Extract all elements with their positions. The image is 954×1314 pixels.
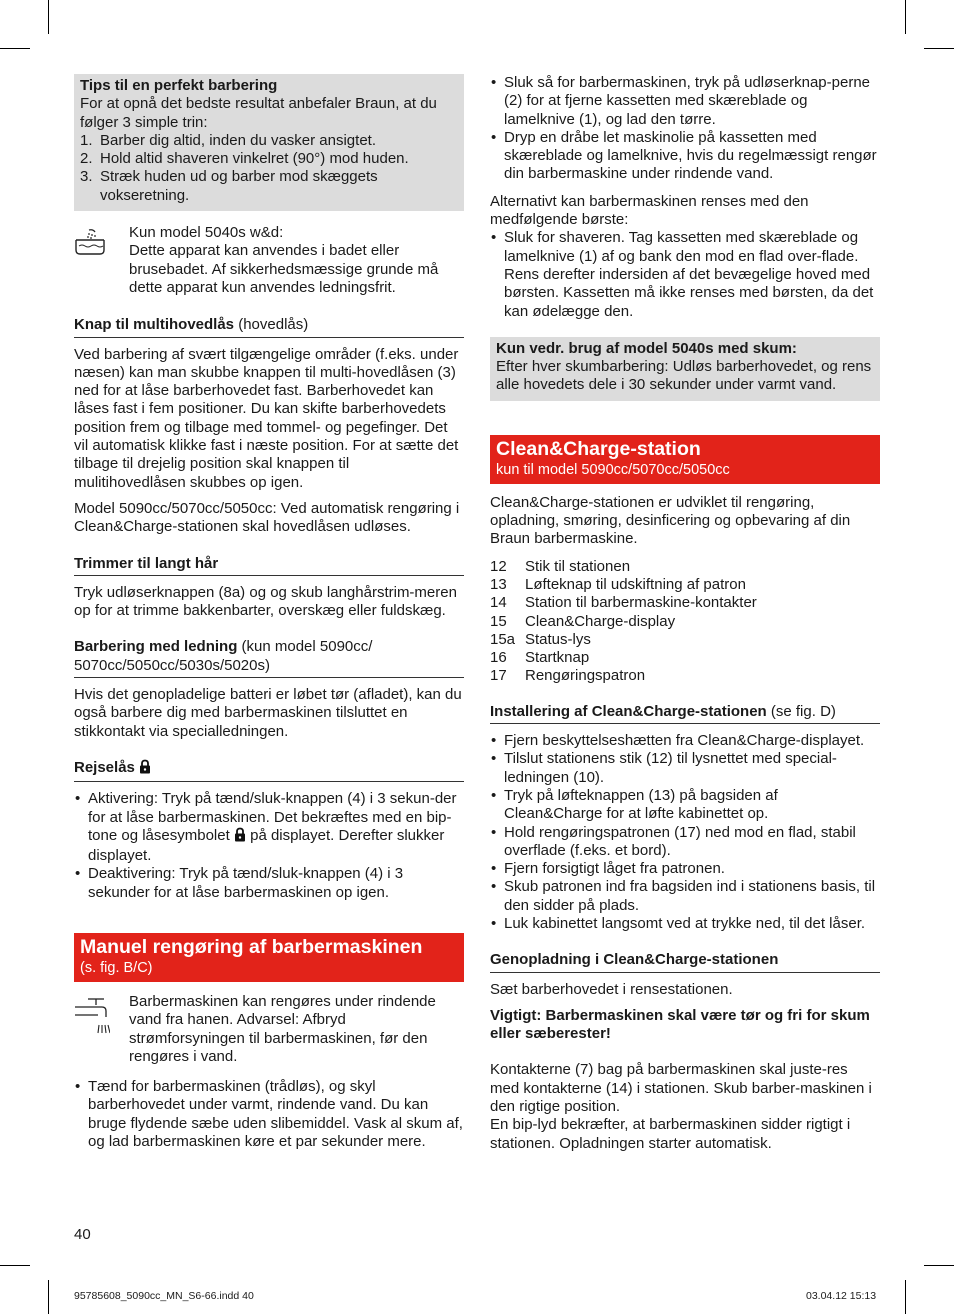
crop-mark xyxy=(905,1280,906,1314)
bullet-text: på displayet. Derefter slukker displayet. xyxy=(88,826,445,865)
part-label: Status-lys xyxy=(525,630,591,648)
list-item: • Tilslut stationens stik (12) til lysnettet med special-ledningen (10). xyxy=(490,750,880,787)
charging-paragraph: Sæt barberhovedet i rensestationen. xyxy=(490,980,733,998)
part-row xyxy=(490,576,880,594)
section-banner-station xyxy=(490,435,880,484)
part-number: 14 xyxy=(490,594,507,612)
manual-clean-list-cont xyxy=(490,74,880,184)
list-item xyxy=(74,790,464,865)
tips-intro: For at opnå det bedste resultat anbefaler Braun, at du følger 3 simple trin: xyxy=(80,95,437,131)
padlock-icon xyxy=(234,827,246,847)
bath-shower-icon xyxy=(74,224,129,297)
list-item: • Tænd for barbermaskinen (trådløs), og skyl barberhovedet under varmt, rindende vand. Du kan bruge flydende sæbe uden slibemiddel. Vask al skum af, og lad barbermaskinen køre et par sekunder mere. xyxy=(74,1078,464,1151)
list-item: • Fjern forsigtigt låget fra patronen. xyxy=(490,860,880,878)
list-item: • Dryp en dråbe let maskinolie på kassetten med skæreblade og lamelknive, hvis du regelmæssigt rengør din barbermaskine under rindende vand. xyxy=(490,129,880,184)
bath-note-text xyxy=(129,224,464,297)
section-banner-manual-clean xyxy=(74,933,464,982)
part-label: Stik til stationen xyxy=(525,557,631,575)
section-heading-trimmer xyxy=(74,555,464,576)
headlock-paragraph-2: Model 5090cc/5070cc/5050cc: Ved automatisk rengøring i Clean&Charge-stationen skal hovedlåsen udløses. xyxy=(74,499,460,536)
heading-bold: Knap til multihovedlås xyxy=(74,316,235,334)
travel-lock-list xyxy=(74,790,464,902)
section-heading-charging xyxy=(490,951,880,972)
heading-bold: Trimmer til langt hår xyxy=(74,554,219,572)
heading-bold: Barbering med ledning xyxy=(74,638,238,656)
part-label: Startknap xyxy=(525,649,590,667)
heading-rest: (se fig. D) xyxy=(766,702,836,720)
footer-date: 03.04.12 15:13 xyxy=(806,1290,877,1302)
part-number: 12 xyxy=(490,557,507,575)
part-row xyxy=(490,558,880,576)
charging-warning: Vigtigt: Barbermaskinen skal være tør og fri for skum eller sæberester! xyxy=(490,1006,870,1043)
part-number: 17 xyxy=(490,667,507,685)
tap-note-text: Barbermaskinen kan rengøres under rindende vand fra hanen. Advarsel: Afbryd strømforsyningen til barbermaskinen, før den rengøres i vand. xyxy=(129,992,436,1065)
list-item: • Luk kabinettet langsomt ved at trykke ned, til det låser. xyxy=(490,915,880,933)
section-heading-corded xyxy=(74,638,464,678)
step-number: 1. xyxy=(80,131,93,149)
section-heading-headlock xyxy=(74,316,464,337)
tap-note xyxy=(74,993,464,1066)
tips-step xyxy=(80,168,458,205)
page-number: 40 xyxy=(74,1226,91,1243)
heading-rest: (kun model 5090cc/ 5070cc/5050cc/5030s/5020s) xyxy=(74,638,373,674)
bath-note-body: Dette apparat kan anvendes i badet eller brusebadet. Af sikkerhedsmæssige grunde må dette apparat kun anvendes ledningsfrit. xyxy=(129,242,439,296)
part-number: 15 xyxy=(490,612,507,630)
tips-title: Tips til en perfekt barbering xyxy=(80,77,278,94)
step-number: 3. xyxy=(80,168,93,186)
foam-box xyxy=(490,337,880,401)
part-row xyxy=(490,667,880,685)
foam-box-title: Kun vedr. brug af model 5040s med skum: xyxy=(496,339,797,357)
banner-title: Clean&Charge-station xyxy=(496,437,701,460)
foam-box-text: Efter hver skumbarbering: Udløs barberhovedet, og rens alle hovedets dele i 30 sekunder under varmt vand. xyxy=(496,358,872,394)
part-row xyxy=(490,631,880,649)
part-number: 16 xyxy=(490,649,507,667)
section-heading-travel-lock xyxy=(74,759,464,782)
tips-step xyxy=(80,150,458,168)
section-heading-install xyxy=(490,703,880,724)
bath-note xyxy=(74,224,464,297)
part-label: Clean&Charge-display xyxy=(525,612,676,630)
list-item: • Sluk så for barbermaskinen, tryk på udløserknap-perne (2) for at fjerne kassetten med skæreblade og lamelknive (1), og lad den tørre. xyxy=(490,74,880,129)
list-item: • Fjern beskyttelseshætten fra Clean&Charge-displayet. xyxy=(490,732,880,750)
tips-box xyxy=(74,74,464,211)
heading-bold: Genopladning i Clean&Charge-stationen xyxy=(490,951,779,969)
trimmer-paragraph: Tryk udløserknappen (8a) og og skub langhårstrim-meren op for at trimme bakkenbarter, overskæg eller fuldskæg. xyxy=(74,583,457,620)
crop-mark xyxy=(924,1265,954,1266)
bath-note-model: Kun model 5040s w&d: xyxy=(129,224,284,242)
left-column xyxy=(74,74,464,1151)
banner-subtitle: kun til model 5090cc/5070cc/5050cc xyxy=(496,461,730,478)
right-column xyxy=(490,74,880,1153)
crop-mark xyxy=(0,48,30,49)
step-text: Hold altid shaveren vinkelret (90°) mod huden. xyxy=(100,150,409,168)
tips-step xyxy=(80,132,458,150)
charging-paragraph-3: En bip-lyd bekræfter, at barbermaskinen sidder rigtigt i stationen. Opladningen starter automatisk. xyxy=(490,1116,851,1152)
part-label: Station til barbermaskine-kontakter xyxy=(525,594,757,612)
banner-subtitle: (s. fig. B/C) xyxy=(80,959,153,976)
step-number: 2. xyxy=(80,150,93,168)
part-row xyxy=(490,594,880,612)
heading-bold: Installering af Clean&Charge-stationen xyxy=(490,702,767,720)
part-row xyxy=(490,613,880,631)
part-label: Løfteknap til udskiftning af patron xyxy=(525,575,746,593)
part-number: 13 xyxy=(490,575,507,593)
list-item: • Sluk for shaveren. Tag kassetten med skæreblade og lamelknive (1) af og bank den mod en flad over-flade. Rens derefter indersiden af det bevægelige hoved med børsten. Kassetten må ikke renses med børsten, da det kan ødelægge den. xyxy=(490,229,880,320)
footer-file: 95785608_5090cc_MN_S6-66.indd 40 xyxy=(74,1290,254,1302)
heading-bold: Rejselås xyxy=(74,758,135,776)
part-row xyxy=(490,649,880,667)
crop-mark xyxy=(924,48,954,49)
bullet-text: Aktivering: Tryk på tænd/sluk-knappen (4) i 3 sekun-der for at låse barbermaskinen. Det bekræftes med en bip-tone og låsesymbolet xyxy=(88,790,457,844)
padlock-icon xyxy=(139,759,151,779)
crop-mark xyxy=(0,1265,30,1266)
crop-mark xyxy=(905,0,906,34)
step-text: Barber dig altid, inden du vasker ansigtet. xyxy=(100,131,376,149)
install-list xyxy=(490,732,880,933)
charging-paragraph-2: Kontakterne (7) bag på barbermaskinen skal juste-res med kontakterne (14) i stationen. Skub barber-maskinen i den rigtige position. xyxy=(490,1061,872,1116)
corded-paragraph: Hvis det genopladelige batteri er løbet tør (afladet), kan du også barbere dig med barbermaskinen tilsluttet en stikkontakt via specialledningen. xyxy=(74,686,462,740)
step-text: Stræk huden ud og barber mod skæggets vokseretning. xyxy=(100,168,378,204)
list-item: • Tryk på løfteknappen (13) på bagsiden af Clean&Charge for at løfte kabinettet op. xyxy=(490,787,880,824)
crop-mark xyxy=(48,0,49,34)
list-item: • Hold rengøringspatronen (17) ned mod en flad, stabil overflade (f.eks. et bord). xyxy=(490,824,880,861)
bullet-text: Deaktivering: Tryk på tænd/sluk-knappen (4) i 3 sekunder for at låse barbermaskinen op igen. xyxy=(88,865,404,901)
heading-rest: (hovedlås) xyxy=(234,316,309,334)
tips-steps xyxy=(80,132,458,205)
list-item xyxy=(74,865,464,902)
brush-list xyxy=(490,229,880,320)
station-intro: Clean&Charge-stationen er udviklet til rengøring, opladning, smøring, desinficering og opbevaring af din Braun barbermaskine. xyxy=(490,493,851,548)
parts-list xyxy=(490,558,880,686)
headlock-paragraph: Ved barbering af svært tilgængelige områder (f.eks. under næsen) kan man skubbe knappen til multi-hovedlåsen (3) ned for at låse barberhovedet fast. Barberhovedet kan låses fast i fem positioner. Du kan skifte barberhovedets position frem og tilbage med tommel- og pegefinger. Det vil automatisk klikke fast i næste position. For at sætte det tilbage til drejelig position skal knappen til mulitihovedlåsen skubbes op igen. xyxy=(74,345,459,491)
part-label: Rengøringspatron xyxy=(525,667,646,685)
manual-clean-list xyxy=(74,1078,464,1151)
brush-intro: Alternativt kan barbermaskinen renses med den medfølgende børste: xyxy=(490,192,809,229)
list-item: • Skub patronen ind fra bagsiden ind i stationens basis, til den sidder på plads. xyxy=(490,878,880,915)
banner-title: Manuel rengøring af barbermaskinen xyxy=(80,935,423,958)
crop-mark xyxy=(48,1280,49,1314)
tap-water-icon xyxy=(74,993,129,1066)
part-number: 15a xyxy=(490,630,516,648)
